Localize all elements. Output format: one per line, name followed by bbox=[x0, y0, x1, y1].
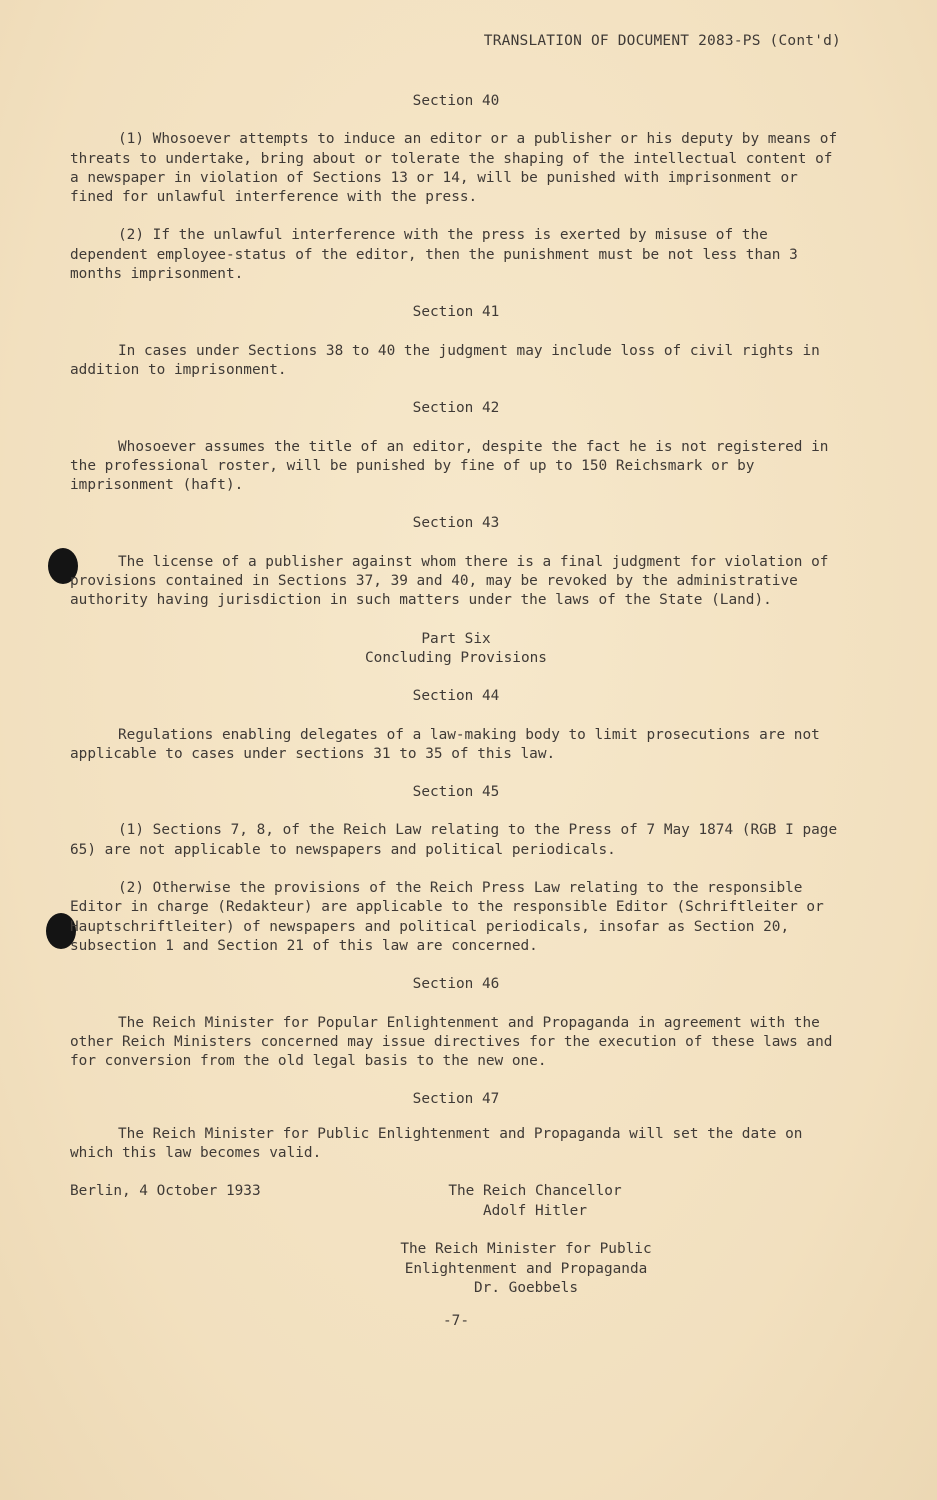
section-paragraph: (2) If the unlawful interference with the press is exerted by misuse of the dependent employee-status of the editor, then the punishment must be not less than 3 months imprisonment. bbox=[70, 227, 798, 283]
chancellor-name: Adolf Hitler bbox=[483, 1202, 587, 1219]
section-heading: Section 40 bbox=[412, 93, 500, 109]
section-heading: Section 46 bbox=[412, 976, 500, 993]
section-paragraph: The license of a publisher against whom there is a final judgment for violation of provisions contained in Sections 37, 39 and 40, may be revoked by the administrative authority having jurisdiction in such matters under the laws of the State (Land). bbox=[70, 553, 829, 609]
chancellor-title: The Reich Chancellor bbox=[448, 1183, 622, 1200]
minister-name: Dr. Goebbels bbox=[474, 1279, 578, 1296]
section-paragraph: Regulations enabling delegates of a law-making body to limit prosecutions are not applicable to cases under sections 31 to 35 of this law. bbox=[70, 726, 820, 762]
minister-title-line2: Enlightenment and Propaganda bbox=[404, 1260, 648, 1277]
document-header: TRANSLATION OF DOCUMENT 2083-PS (Cont'd) bbox=[483, 33, 841, 49]
document-body bbox=[70, 92, 842, 1332]
section-paragraph: The Reich Minister for Popular Enlightenment and Propaganda in agreement with the other Reich Ministers concerned may issue directives for the execution of these laws and for conversion from the old legal basis to the new one. bbox=[70, 1014, 833, 1070]
section-heading: Section 43 bbox=[412, 515, 500, 532]
section-paragraph: The Reich Minister for Public Enlightenment and Propaganda will set the date on which this law becomes valid. bbox=[70, 1125, 803, 1161]
section-paragraph: In cases under Sections 38 to 40 the judgment may include loss of civil rights in addition to imprisonment. bbox=[70, 342, 820, 378]
minister-title-line1: The Reich Minister for Public bbox=[400, 1241, 652, 1258]
section-paragraph: (1) Sections 7, 8, of the Reich Law relating to the Press of 7 May 1874 (RGB I page 65) are not applicable to newspapers and political periodicals. bbox=[70, 822, 838, 858]
section-heading: Section 44 bbox=[412, 688, 500, 705]
chancellor-signature bbox=[435, 1182, 635, 1221]
section-paragraph: (1) Whosoever attempts to induce an editor or a publisher or his deputy by means of threats to undertake, bring about or tolerate the shaping of the intellectual content of a newspaper in violation of Sections 13 or 14, will be punished with imprisonment or fined for unlawful interference with the press. bbox=[70, 131, 838, 206]
section-paragraph: (2) Otherwise the provisions of the Reich Press Law relating to the responsible Editor in charge (Redakteur) are applicable to the responsible Editor (Schriftleiter or Hauptschriftleiter) of newspapers and political periodicals, insofar as Section 20, subsection 1 and Section 21 of this law are concerned. bbox=[70, 880, 824, 954]
section-paragraph: Whosoever assumes the title of an editor, despite the fact he is not registered in the professional roster, will be punished by fine of up to 150 Reichsmark or by imprisonment (haft). bbox=[70, 438, 829, 494]
minister-signature bbox=[386, 1240, 666, 1298]
section-heading: Section 42 bbox=[412, 400, 500, 417]
section-heading: Section 47 bbox=[412, 1091, 500, 1108]
section-heading: Section 41 bbox=[412, 304, 500, 321]
part-title: Part Six bbox=[421, 630, 491, 647]
section-heading: Section 45 bbox=[412, 784, 500, 801]
signature-block bbox=[70, 1182, 842, 1332]
page-number: -7- bbox=[443, 1313, 469, 1330]
part-subtitle: Concluding Provisions bbox=[365, 649, 547, 666]
place-date: Berlin, 4 October 1933 bbox=[70, 1183, 261, 1200]
